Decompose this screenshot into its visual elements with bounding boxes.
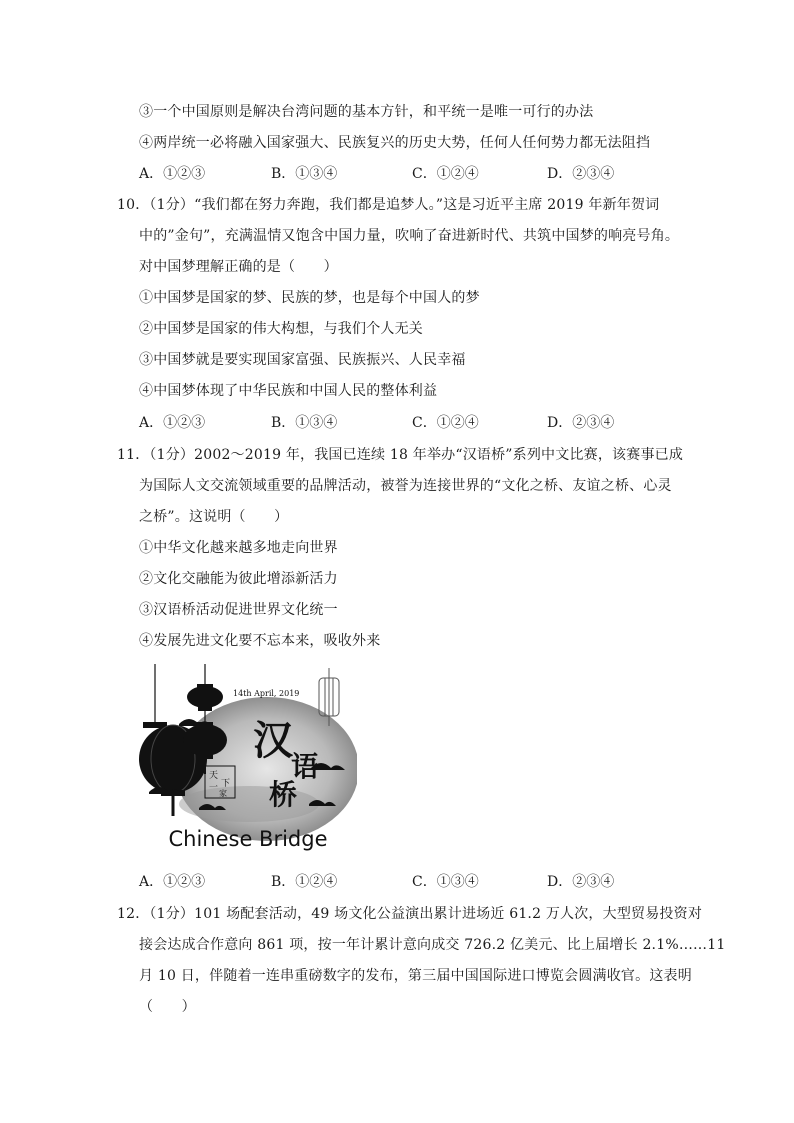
- q9-option-a[interactable]: A．①②③: [139, 166, 206, 182]
- q9-options: [139, 164, 699, 184]
- q10-stem-line-2: 中的”金句”，充满温情又饱含中国力量，吹响了奋进新时代、共筑中国梦的响亮号角。: [139, 228, 680, 244]
- q12-stem-line-1: 12．（1分）101 场配套活动，49 场文化公益演出累计进场近 61.2 万人次，大型贸易投资对: [117, 906, 703, 922]
- poster-title-char-1: 汉: [253, 717, 293, 764]
- q11-item-1: ①中华文化越来越多地走向世界: [139, 540, 338, 556]
- q11-option-c[interactable]: C．①③④: [412, 874, 479, 890]
- q11-option-b[interactable]: B．①②④: [271, 874, 338, 890]
- q11-stem-line-3: 之桥”。这说明（ ）: [139, 509, 289, 525]
- q9-item-3: ③一个中国原则是解决台湾问题的基本方针，和平统一是唯一可行的办法: [139, 104, 594, 120]
- q9-option-d[interactable]: D．②③④: [547, 166, 615, 182]
- q10-stem-line-3: 对中国梦理解正确的是（ ）: [139, 259, 338, 275]
- q11-item-4: ④发展先进文化要不忘本来，吸收外来: [139, 633, 381, 649]
- poster-date: 14th April, 2019: [233, 689, 300, 698]
- q10-item-3: ③中国梦就是要实现国家富强、民族振兴、人民幸福: [139, 352, 466, 368]
- svg-text:家: 家: [219, 789, 227, 798]
- q10-stem-line-1: 10．（1分）“我们都在努力奔跑，我们都是追梦人。”这是习近平主席 2019 年新年贺词: [117, 197, 660, 213]
- small-lantern-icon: [187, 684, 223, 711]
- q10-option-a[interactable]: A．①②③: [139, 415, 206, 431]
- q10-option-b[interactable]: B．①③④: [271, 415, 338, 431]
- chinese-bridge-poster: [139, 664, 357, 860]
- q11-option-d[interactable]: D．②③④: [547, 874, 615, 890]
- svg-text:下: 下: [221, 779, 231, 789]
- q11-option-a[interactable]: A．①②③: [139, 874, 206, 890]
- q10-item-1: ①中国梦是国家的梦、民族的梦，也是每个中国人的梦: [139, 290, 480, 306]
- q9-option-c[interactable]: C．①②④: [412, 166, 479, 182]
- q10-options: [139, 413, 699, 433]
- q11-stem-line-1: 11．（1分）2002～2019 年，我国已连续 18 年举办“汉语桥”系列中文比赛，该赛事已成: [117, 447, 684, 463]
- q11-options: [139, 872, 699, 892]
- q12-stem-line-2: 接会达成合作意向 861 项，按一年计累计意向成交 726.2 亿美元、比上届增长 2.1%……11: [139, 937, 726, 953]
- q11-item-3: ③汉语桥活动促进世界文化统一: [139, 602, 338, 618]
- mist-shape: [179, 786, 319, 822]
- q10-option-c[interactable]: C．①②④: [412, 415, 479, 431]
- q10-option-d[interactable]: D．②③④: [547, 415, 615, 431]
- poster-title-char-3: 桥: [269, 778, 298, 811]
- q12-stem-line-4: （ ）: [139, 999, 196, 1015]
- poster-title-char-2: 语: [291, 750, 320, 783]
- svg-text:天: 天: [209, 771, 219, 781]
- q11-item-2: ②文化交融能为彼此增添新活力: [139, 571, 338, 587]
- q9-option-b[interactable]: B．①③④: [271, 166, 338, 182]
- poster-caption: Chinese Bridge: [168, 827, 328, 851]
- q10-item-2: ②中国梦是国家的伟大构想，与我们个人无关: [139, 321, 423, 337]
- q10-item-4: ④中国梦体现了中华民族和中国人民的整体利益: [139, 383, 438, 399]
- svg-text:一: 一: [209, 783, 219, 793]
- q12-stem-line-3: 月 10 日，伴随着一连串重磅数字的发布，第三届中国国际进口博览会圆满收官。这表明: [139, 968, 692, 984]
- q9-item-4: ④两岸统一必将融入国家强大、民族复兴的历史大势，任何人任何势力都无法阻挡: [139, 135, 651, 151]
- q11-stem-line-2: 为国际人文交流领域重要的品牌活动，被誉为连接世界的“文化之桥、友谊之桥、心灵: [139, 478, 672, 494]
